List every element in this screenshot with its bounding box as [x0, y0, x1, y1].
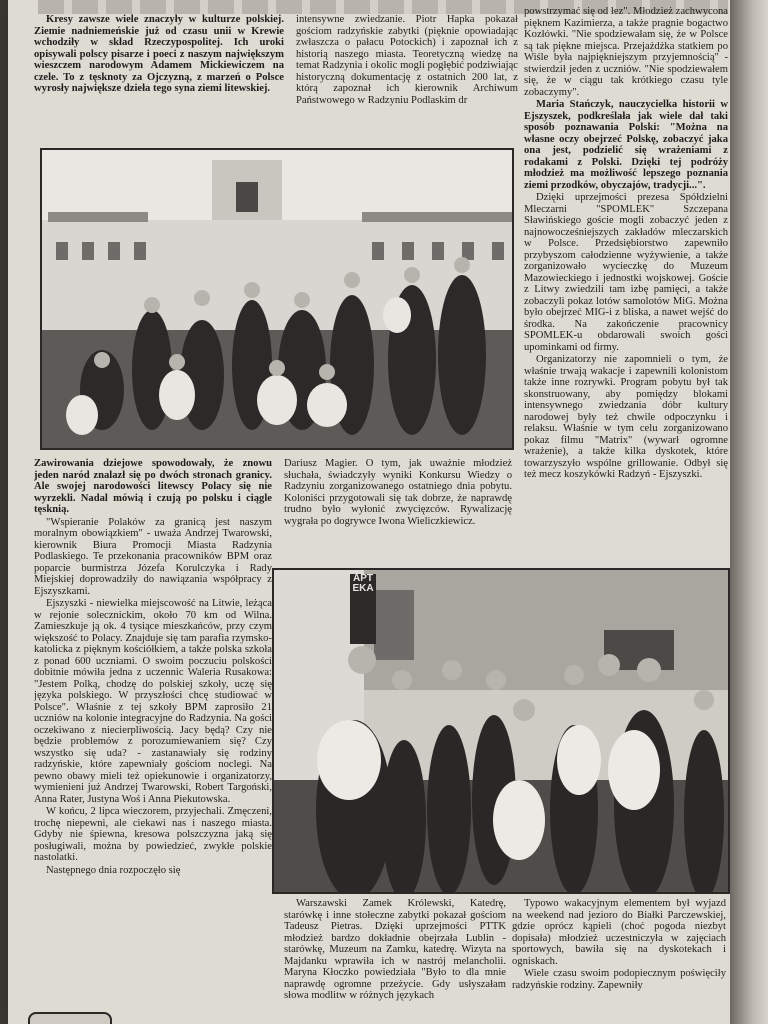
pharmacy-sign: APTEKA — [352, 573, 374, 594]
column-2-bottom: Warszawski Zamek Królewski, Katedrę, starówkę i inne stołeczne zabytki pokazał gościom Tadeusz Pietras. Dzięki uprzejmości PTTK młodzież bardzo dokładnie obejrzała Lublin - starówkę, Muzeum na Zamku, katedrę. Wizyta na Majdanku wprawiła ich w nastrój melancholii. Maryna Kłoczko powiedziała "Było to dla mnie naprawdę ogromne przeżycie. Gdy usłyszałam słowa modlitw w różnych językach — [284, 898, 506, 1001]
photo-group-street — [272, 568, 730, 894]
column-2-top: intensywne zwiedzanie. Piotr Hapka pokazał gościom radzyńskie zabytki (pięknie opowiadając zwłaszcza o pałacu Potockich) i zapoznał ich z historią naszego miasta. Teoretyczną wiedzę na temat Radzynia i okolic mogli pogłębić podziwiając historyczną dokumentację z ostatnich 200 lat, z którą zapoznał ich kierownik Archiwum Państwowego w Radzyniu Podlaskim dr — [296, 14, 518, 106]
column-1-lower: Zawirowania dziejowe spowodowały, że znowu jeden naród znalazł się po dwóch stronach granicy. Ale swojej narodowości litewscy Polacy się nie wyrzekli. Nadal mówią i czują po polsku i ciągle tęsknią. "Wspieranie Polaków za granicą jest naszym moralnym obowiązkiem" - uważa Andrzej Twarowski, kierownik Biura Promocji Miasta Radzynia Podlaskiego. Te przekonania pracowników BPM oraz poparcie burmistrza Józefa Korulczyka i Rady Miejskiej doprowadziły do nawiązania współpracy z Ejszyszkami. Ejszyszki - niewielka miejscowość na Litwie, leżąca w rejonie solecznickim, około 70 km od Wilna. Zamieszkuje ją ok. 4 tysiące mieszkańców, przy czym większość to Polacy. Znajduje się tam parafia rzymsko-katolicka z pięknym kościółkiem, a także polska szkoła z ponad 600 uczniami. O swoim poczuciu polskości dobitnie mówiła jedna z uczennic Waleria Rusakowa: "Jestem Polką, chodzę do polskiej szkoły, uczę się języka polskiego. W przyszłości chcę studiować w Polsce". Właśnie z tej szkoły BPM zaprosiło 21 uczniów na kolonie integracyjne do Radzynia. Na gości oczekiwano z niecierpliwością. Jacy będą? Czy nie będzie problemów z porozumiewaniem się? Czy wszystko się uda? - zastanawiały się rodziny radzyńskie, które zapewniały gościom noclegi. Na pewno obawy mieli też opiekunowie i organizatorzy, wymienieni już Andrzej Twarowski, Robert Targoński, Anna Rater, Justyna Woś i Anna Piekutowska. W końcu, 2 lipca wieczorem, przyjechali. Zmęczeni, trochę niepewni, ale ciekawi nas i naszego miasta. Gdyby nie śpiewna, kresowa polszczyzna jaką się posługiwali, można by powiedzieć, zwykłe polskie nastolatki. Następnego dnia rozpoczęło się — [34, 458, 272, 876]
column-3-top: powstrzymać się od łez". Młodzież zachwycona pięknem Kazimierza, a także pragnie bogactwo Kozłówki. "Nie spodziewałam się, że w Polsce są tak piękne miejsca. Przejażdżka statkiem po Wiśle była najpiękniejszym przyjemnością" - stwierdził jeden z uczniów. "Nie spodziewałem się, że w ciągu tak krótkiego czasu tyle zobaczymy". Maria Stańczyk, nauczycielka historii w Ejszyszek, podkreślała jak wiele dał taki sposób poznawania Polski: "Można na własne oczy obejrzeć Polskę, zobaczyć jaka ona jest, podzielić się wrażeniami z rodakami z Polski. Dzięki tej podróży młodzież ma możliwość lepszego poznania ziemi przodków, obyczajów, tradycji...". Dzięki uprzejmości prezesa Spółdzielni Mleczarni "SPOMLEK" Szczepana Sławińskiego goście mogli zobaczyć jeden z najnowocześniejszych zakładów mleczarskich w Polsce. Przedsiębiorstwo zapewniło przybyszom całodzienne wyżywienie, a także zorganizowało wycieczkę do Muzeum Mazowieckiego i jednostki wojskowej. Goście z Litwy zwiedzili tam izbę pamięci, a także zobaczyli pokaz lotów samolotów MiG. Można było obejrzeć MIG-i z bliska, a nawet wejść do środka. Na zakończenie pracownicy SPOMLEK-u obdarowali swoich gości upominkami od firmy. Organizatorzy nie zapomnieli o tym, że właśnie trwają wakacje i zapewnili kolonistom także inne rozrywki. Program pobytu był tak skonstruowany, aby pomiędzy blokami intensywnego zwiedzania dóbr kultury narodowej były też chwile odpoczynku i relaksu. Właśnie w tym celu zorganizowano pokaz filmu "Matrix" (wywarł ogromne wrażenie), a także kilka dyskotek, które towarzyszyło wspólne grillowanie. Odbył się też mecz koszykówki Radzyń - Ejszyszki. — [524, 6, 728, 480]
intro-paragraph: Kresy zawsze wiele znaczyły w kulturze polskiej. Ziemie nadniemeńskie już od czasu unii w Krewie wchodziły w skład Rzeczypospolitej. Ich uroki opisywali polscy pisarze i poeci z naszym największym wieszczem narodowym Adamem Mickiewiczem na czele. To z tęsknoty za Ojczyzną, z marzeń o Polsce wyrosły największe dzieła tego syna ziemi litewskiej. — [34, 14, 284, 94]
binder-edge — [730, 0, 768, 1024]
photo-group-palace — [40, 148, 514, 450]
newspaper-page — [8, 0, 730, 1024]
footer-tab — [28, 1012, 112, 1024]
column-3-bottom: Typowo wakacyjnym elementem był wyjazd na weekend nad jezioro do Białki Parczewskiej, gdzie oprócz kąpieli (choć pogoda niezbyt dopisała) młodzież uczestniczyła w zajęciach sportowych, bawiła się na dyskotekach i ogniskach. Wiele czasu swoim podopiecznym poświęciły radzyńskie rodziny. Zapewniły — [512, 898, 726, 991]
column-2-middle: Dariusz Magier. O tym, jak uważnie młodzież słuchała, świadczyły wyniki Konkursu Wiedzy o Radzyniu zorganizowanego ostatniego dnia pobytu. Koloniści przygotowali się tak dobrze, że naprawdę trudno było wyłonić zwycięzców. Rywalizację wygrała po dogrywce Iwona Wieliczkiewicz. — [284, 458, 512, 527]
